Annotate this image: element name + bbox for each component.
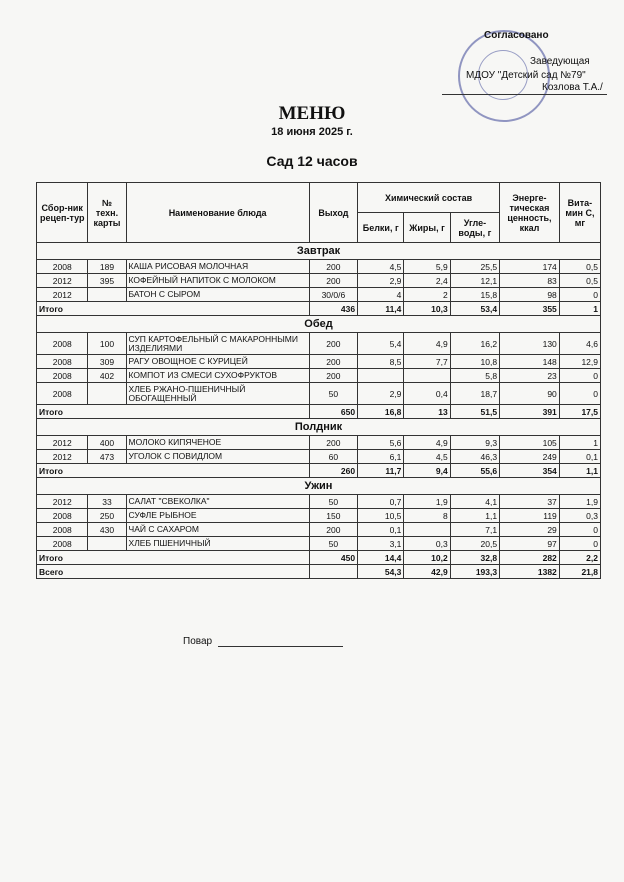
col-zhiry: Жиры, г (404, 213, 450, 243)
total-row (37, 405, 601, 419)
table-cell: 10,8 (450, 355, 499, 369)
total-cell: 10,2 (404, 551, 450, 565)
col-vyhod: Выход (309, 183, 357, 243)
table-cell: 0,5 (559, 260, 600, 274)
table-cell: 2008 (37, 355, 88, 369)
table-cell: 30/0/6 (309, 288, 357, 302)
table-cell (404, 369, 450, 383)
total-row (37, 464, 601, 478)
table-cell (88, 383, 126, 405)
table-cell (358, 369, 404, 383)
grand-total-cell: 1382 (500, 565, 560, 579)
table-cell: 200 (309, 523, 357, 537)
table-cell: 1,1 (450, 509, 499, 523)
table-cell: 50 (309, 383, 357, 405)
menu-subtitle: Сад 12 часов (266, 153, 358, 169)
table-row (37, 260, 601, 274)
table-cell: 98 (500, 288, 560, 302)
grand-total-cell: 193,3 (450, 565, 499, 579)
table-cell: 2008 (37, 509, 88, 523)
table-cell: 5,6 (358, 436, 404, 450)
table-cell: ЧАЙ С САХАРОМ (126, 523, 309, 537)
table-cell: РАГУ ОВОЩНОЕ С КУРИЦЕЙ (126, 355, 309, 369)
table-cell: 430 (88, 523, 126, 537)
total-cell: 53,4 (450, 302, 499, 316)
table-cell: УГОЛОК С ПОВИДЛОМ (126, 450, 309, 464)
section-title: Обед (37, 316, 601, 333)
total-row (37, 551, 601, 565)
menu-table (36, 182, 601, 579)
table-cell: 2012 (37, 436, 88, 450)
table-cell: 2008 (37, 383, 88, 405)
total-cell: 391 (500, 405, 560, 419)
table-cell: 200 (309, 355, 357, 369)
col-energy: Энерге-тическая ценность, ккал (500, 183, 560, 243)
table-cell: 400 (88, 436, 126, 450)
total-cell: 11,4 (358, 302, 404, 316)
table-cell: 119 (500, 509, 560, 523)
table-row (37, 509, 601, 523)
menu-date: 18 июня 2025 г. (271, 126, 353, 138)
total-cell: 1 (559, 302, 600, 316)
table-cell: 2008 (37, 333, 88, 355)
total-cell: 55,6 (450, 464, 499, 478)
total-label: Итого (37, 551, 310, 565)
section-header (37, 419, 601, 436)
table-cell: 1,9 (404, 495, 450, 509)
col-dish-name: Наименование блюда (126, 183, 309, 243)
table-cell: 130 (500, 333, 560, 355)
table-cell: 20,5 (450, 537, 499, 551)
table-cell: 148 (500, 355, 560, 369)
table-row (37, 537, 601, 551)
table-cell: 4,9 (404, 333, 450, 355)
approval-organization: МДОУ "Детский сад №79" (466, 70, 586, 81)
table-cell: 105 (500, 436, 560, 450)
approval-position: Заведующая (530, 56, 590, 67)
table-row (37, 333, 601, 355)
cook-signature-line (218, 636, 343, 647)
table-cell: 60 (309, 450, 357, 464)
table-cell: 5,9 (404, 260, 450, 274)
table-cell: 200 (309, 260, 357, 274)
table-cell: 0 (559, 523, 600, 537)
grand-total-cell: 42,9 (404, 565, 450, 579)
table-cell: 473 (88, 450, 126, 464)
table-cell: 2012 (37, 495, 88, 509)
table-cell (88, 537, 126, 551)
table-cell (404, 523, 450, 537)
approval-signatory: Козлова Т.А./ (542, 82, 603, 93)
table-row (37, 369, 601, 383)
total-cell: 282 (500, 551, 560, 565)
table-cell: 0 (559, 383, 600, 405)
table-cell: КАША РИСОВАЯ МОЛОЧНАЯ (126, 260, 309, 274)
table-cell: 4,6 (559, 333, 600, 355)
total-label: Итого (37, 302, 310, 316)
table-cell: 12,9 (559, 355, 600, 369)
table-cell: 10,5 (358, 509, 404, 523)
table-cell: 249 (500, 450, 560, 464)
table-cell: 2,9 (358, 274, 404, 288)
table-cell: 402 (88, 369, 126, 383)
total-cell: 650 (309, 405, 357, 419)
total-cell: 16,8 (358, 405, 404, 419)
table-row (37, 436, 601, 450)
table-cell: 90 (500, 383, 560, 405)
table-cell: КОФЕЙНЫЙ НАПИТОК С МОЛОКОМ (126, 274, 309, 288)
approval-title: Согласовано (484, 30, 549, 41)
table-cell: 2008 (37, 523, 88, 537)
total-row (37, 302, 601, 316)
table-row (37, 450, 601, 464)
grand-total-cell (309, 565, 357, 579)
total-label: Итого (37, 405, 310, 419)
table-cell: 15,8 (450, 288, 499, 302)
table-cell: 12,1 (450, 274, 499, 288)
table-cell: 4,9 (404, 436, 450, 450)
section-title: Завтрак (37, 243, 601, 260)
table-cell: 0,1 (358, 523, 404, 537)
cook-label: Повар (183, 636, 213, 647)
col-sbornik: Сбор-ник рецеп-тур (37, 183, 88, 243)
table-cell: 33 (88, 495, 126, 509)
table-cell: 2,4 (404, 274, 450, 288)
total-cell: 10,3 (404, 302, 450, 316)
table-cell: 0,3 (404, 537, 450, 551)
table-cell: КОМПОТ ИЗ СМЕСИ СУХОФРУКТОВ (126, 369, 309, 383)
total-cell: 355 (500, 302, 560, 316)
section-title: Ужин (37, 478, 601, 495)
table-cell: 23 (500, 369, 560, 383)
total-cell: 9,4 (404, 464, 450, 478)
table-cell: 29 (500, 523, 560, 537)
total-cell: 2,2 (559, 551, 600, 565)
table-cell: 5,4 (358, 333, 404, 355)
table-cell: 2012 (37, 288, 88, 302)
table-cell: 2 (404, 288, 450, 302)
col-tech-card: № техн. карты (88, 183, 126, 243)
table-row (37, 495, 601, 509)
total-cell: 32,8 (450, 551, 499, 565)
table-cell: 4,5 (358, 260, 404, 274)
grand-total-row (37, 565, 601, 579)
table-cell: 18,7 (450, 383, 499, 405)
cook-signature (183, 636, 343, 647)
table-cell: 100 (88, 333, 126, 355)
table-cell: 9,3 (450, 436, 499, 450)
table-row (37, 288, 601, 302)
section-header (37, 316, 601, 333)
table-cell: МОЛОКО КИПЯЧЕНОЕ (126, 436, 309, 450)
table-cell: 1,9 (559, 495, 600, 509)
total-cell: 17,5 (559, 405, 600, 419)
total-label: Итого (37, 464, 310, 478)
table-cell: СУФЛЕ РЫБНОЕ (126, 509, 309, 523)
table-cell: 25,5 (450, 260, 499, 274)
table-cell: 200 (309, 274, 357, 288)
table-cell: 4,5 (404, 450, 450, 464)
table-cell: 250 (88, 509, 126, 523)
col-belki: Белки, г (358, 213, 404, 243)
col-vitamin: Вита-мин С, мг (559, 183, 600, 243)
table-cell: 97 (500, 537, 560, 551)
table-cell: 50 (309, 537, 357, 551)
table-cell: 16,2 (450, 333, 499, 355)
grand-total-cell: 21,8 (559, 565, 600, 579)
table-cell: САЛАТ "СВЕКОЛКА" (126, 495, 309, 509)
table-cell: БАТОН С СЫРОМ (126, 288, 309, 302)
table-cell: 0,4 (404, 383, 450, 405)
table-cell: 2008 (37, 537, 88, 551)
table-cell (88, 288, 126, 302)
table-row (37, 523, 601, 537)
table-cell: 0 (559, 369, 600, 383)
total-cell: 260 (309, 464, 357, 478)
total-cell: 450 (309, 551, 357, 565)
grand-total-cell: 54,3 (358, 565, 404, 579)
table-cell: 174 (500, 260, 560, 274)
total-cell: 51,5 (450, 405, 499, 419)
table-cell: 0,5 (559, 274, 600, 288)
table-cell: 37 (500, 495, 560, 509)
table-cell: СУП КАРТОФЕЛЬНЫЙ С МАКАРОННЫМИ ИЗДЕЛИЯМИ (126, 333, 309, 355)
section-header (37, 478, 601, 495)
table-cell: 309 (88, 355, 126, 369)
table-cell: 0,1 (559, 450, 600, 464)
table-cell: 150 (309, 509, 357, 523)
table-row (37, 274, 601, 288)
table-cell: ХЛЕБ ПШЕНИЧНЫЙ (126, 537, 309, 551)
table-cell: 0 (559, 288, 600, 302)
table-cell: 1 (559, 436, 600, 450)
table-cell: 5,8 (450, 369, 499, 383)
table-cell: 200 (309, 333, 357, 355)
table-cell: 0,3 (559, 509, 600, 523)
table-row (37, 383, 601, 405)
table-cell: 2012 (37, 274, 88, 288)
table-cell: 4,1 (450, 495, 499, 509)
total-cell: 436 (309, 302, 357, 316)
total-cell: 354 (500, 464, 560, 478)
table-cell: 6,1 (358, 450, 404, 464)
total-cell: 14,4 (358, 551, 404, 565)
table-cell: 3,1 (358, 537, 404, 551)
total-cell: 13 (404, 405, 450, 419)
total-cell: 1,1 (559, 464, 600, 478)
table-cell: 200 (309, 369, 357, 383)
table-cell: 2008 (37, 369, 88, 383)
page-title: МЕНЮ (278, 103, 346, 124)
table-cell: 83 (500, 274, 560, 288)
table-cell: ХЛЕБ РЖАНО-ПШЕНИЧНЫЙ ОБОГАЩЕННЫЙ (126, 383, 309, 405)
table-cell: 50 (309, 495, 357, 509)
table-cell: 46,3 (450, 450, 499, 464)
col-chem: Химический состав (358, 183, 500, 213)
table-cell: 2012 (37, 450, 88, 464)
section-header (37, 243, 601, 260)
signature-line (442, 94, 607, 95)
total-cell: 11,7 (358, 464, 404, 478)
table-cell: 189 (88, 260, 126, 274)
table-cell: 200 (309, 436, 357, 450)
table-cell: 395 (88, 274, 126, 288)
grand-total-label: Всего (37, 565, 310, 579)
table-cell: 8 (404, 509, 450, 523)
table-cell: 7,7 (404, 355, 450, 369)
table-cell: 2,9 (358, 383, 404, 405)
table-cell: 4 (358, 288, 404, 302)
table-cell: 2008 (37, 260, 88, 274)
table-cell: 7,1 (450, 523, 499, 537)
section-title: Полдник (37, 419, 601, 436)
table-cell: 0,7 (358, 495, 404, 509)
table-cell: 8,5 (358, 355, 404, 369)
table-cell: 0 (559, 537, 600, 551)
table-row (37, 355, 601, 369)
col-ugle: Угле-воды, г (450, 213, 499, 243)
